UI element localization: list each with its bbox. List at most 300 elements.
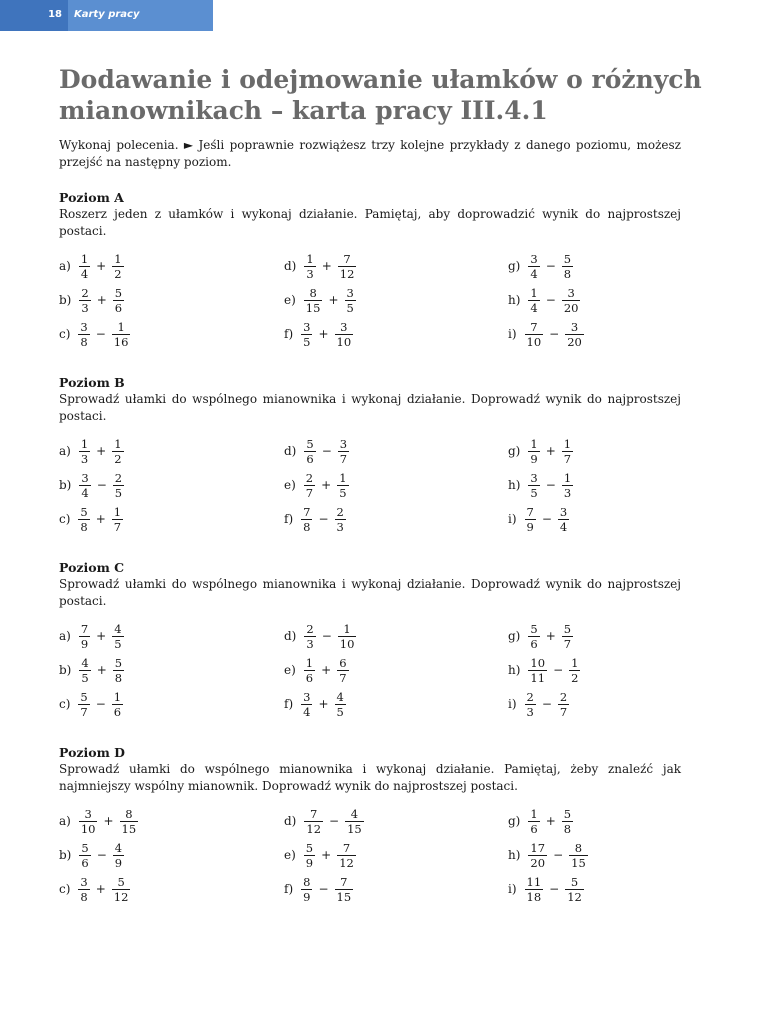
numerator: 1 <box>113 689 122 704</box>
denominator: 5 <box>339 485 347 500</box>
exercise-item <box>508 249 576 283</box>
operator: − <box>553 848 564 862</box>
exercise-grid <box>59 434 681 542</box>
denominator: 4 <box>80 266 89 281</box>
numerator: 4 <box>81 655 89 670</box>
numerator: 3 <box>81 470 89 485</box>
denominator: 10 <box>336 334 352 349</box>
denominator: 5 <box>303 334 311 349</box>
exercise-item <box>508 653 583 687</box>
exercise-grid <box>59 619 681 727</box>
exercise-item <box>284 619 359 653</box>
exercise-item <box>508 804 576 838</box>
exercise-item <box>59 249 127 283</box>
exercise-label: e) <box>284 293 296 307</box>
operator: − <box>549 327 560 341</box>
exercise-item <box>508 317 587 351</box>
numerator: 1 <box>114 436 122 451</box>
exercise-label: g) <box>508 629 521 643</box>
fraction-second <box>338 623 357 650</box>
numerator: 1 <box>563 436 572 451</box>
denominator: 4 <box>559 519 568 534</box>
operator: + <box>96 293 107 307</box>
denominator: 6 <box>114 300 123 315</box>
exercise-label: i) <box>508 512 517 526</box>
exercise-label: h) <box>508 848 521 862</box>
fraction-second <box>558 506 569 533</box>
numerator: 11 <box>526 874 542 889</box>
numerator: 2 <box>305 470 314 485</box>
denominator: 15 <box>347 821 362 836</box>
fraction-second <box>562 472 573 499</box>
fraction-second <box>120 808 139 835</box>
operator: + <box>96 444 107 458</box>
exercise-item <box>59 502 126 536</box>
denominator: 4 <box>530 300 538 315</box>
exercise-label: c) <box>59 512 71 526</box>
denominator: 20 <box>563 300 579 315</box>
fraction-first <box>79 287 90 314</box>
header-bar <box>0 0 213 31</box>
denominator: 5 <box>346 300 354 315</box>
exercise-item <box>508 838 591 872</box>
denominator: 15 <box>571 855 586 870</box>
exercise-label: h) <box>508 663 521 677</box>
exercise-label: d) <box>284 814 297 828</box>
fraction-first <box>528 472 539 499</box>
exercise-item <box>508 687 572 721</box>
exercise-label: b) <box>59 293 72 307</box>
operator: − <box>95 697 106 711</box>
denominator: 4 <box>81 485 89 500</box>
denominator: 6 <box>530 821 538 836</box>
operator: + <box>95 512 106 526</box>
exercise-label: f) <box>284 512 294 526</box>
level-heading: Poziom A <box>59 190 124 205</box>
numerator: 5 <box>563 621 572 636</box>
level-instruction: Sprowadź ułamki do wspólnego mianownika i wykonaj działanie. Doprowadź wynik do najprostszej postaci. <box>59 392 681 423</box>
fraction-second <box>337 842 356 869</box>
operator: + <box>321 478 332 492</box>
exercise-item <box>59 653 127 687</box>
exercise-label: i) <box>508 882 517 896</box>
fraction-second <box>337 472 348 499</box>
denominator: 6 <box>113 704 122 719</box>
numerator: 1 <box>530 436 538 451</box>
numerator: 5 <box>114 655 123 670</box>
exercise-label: b) <box>59 478 72 492</box>
exercise-label: b) <box>59 848 72 862</box>
operator: + <box>321 259 332 273</box>
level-heading: Poziom C <box>59 560 125 575</box>
denominator: 7 <box>559 704 568 719</box>
denominator: 10 <box>339 636 355 651</box>
operator: + <box>96 629 107 643</box>
intro-text: Wykonaj polecenia. ► Jeśli poprawnie rozwiążesz trzy kolejne przykłady z danego poziomu, możesz przejść na następny poziom. <box>59 138 681 169</box>
numerator: 5 <box>563 251 572 266</box>
denominator: 7 <box>563 636 572 651</box>
denominator: 3 <box>563 485 572 500</box>
fraction-second <box>337 657 348 684</box>
operator: − <box>321 629 332 643</box>
denominator: 12 <box>339 266 355 281</box>
numerator: 7 <box>342 840 351 855</box>
denominator: 8 <box>303 519 311 534</box>
denominator: 3 <box>80 451 89 466</box>
denominator: 12 <box>113 889 129 904</box>
numerator: 8 <box>303 874 311 889</box>
fraction-first <box>528 657 547 684</box>
fraction-first <box>525 691 536 718</box>
operator: + <box>321 663 332 677</box>
denominator: 3 <box>306 266 314 281</box>
fraction-second <box>569 842 588 869</box>
fraction-second <box>345 808 364 835</box>
exercise-label: i) <box>508 327 517 341</box>
denominator: 6 <box>305 670 314 685</box>
denominator: 3 <box>81 300 89 315</box>
level-heading: Poziom B <box>59 375 125 390</box>
operator: + <box>318 697 329 711</box>
fraction-first <box>525 876 544 903</box>
exercise-label: g) <box>508 444 521 458</box>
exercise-label: g) <box>508 259 521 273</box>
denominator: 16 <box>113 334 129 349</box>
numerator: 3 <box>80 319 88 334</box>
fraction-second <box>569 657 580 684</box>
numerator: 5 <box>570 874 579 889</box>
fraction-first <box>304 657 315 684</box>
denominator: 5 <box>114 636 122 651</box>
fraction-second <box>338 253 357 280</box>
denominator: 6 <box>81 855 89 870</box>
operator: − <box>545 259 556 273</box>
operator: − <box>96 478 107 492</box>
fraction-second <box>113 657 124 684</box>
denominator: 9 <box>526 519 534 534</box>
operator: + <box>545 814 556 828</box>
numerator: 7 <box>526 504 534 519</box>
operator: − <box>321 444 332 458</box>
denominator: 4 <box>303 704 311 719</box>
operator: + <box>545 444 556 458</box>
numerator: 1 <box>343 621 351 636</box>
exercise-label: f) <box>284 327 294 341</box>
operator: − <box>95 327 106 341</box>
fraction-second <box>112 321 131 348</box>
exercise-item <box>508 619 576 653</box>
numerator: 5 <box>306 436 314 451</box>
exercise-item <box>284 502 349 536</box>
numerator: 3 <box>530 251 538 266</box>
exercise-label: a) <box>59 259 71 273</box>
fraction-first <box>528 842 547 869</box>
fraction-second <box>562 808 573 835</box>
denominator: 10 <box>80 821 96 836</box>
numerator: 10 <box>530 655 546 670</box>
fraction-first <box>528 623 539 650</box>
numerator: 1 <box>305 655 314 670</box>
fraction-second <box>562 287 581 314</box>
fraction-first <box>79 253 90 280</box>
fraction-second <box>335 321 354 348</box>
exercise-label: a) <box>59 629 71 643</box>
denominator: 15 <box>336 889 352 904</box>
fraction-second <box>562 438 573 465</box>
exercise-item <box>59 838 127 872</box>
fraction-first <box>528 287 539 314</box>
fraction-second <box>112 876 131 903</box>
fraction-first <box>528 808 539 835</box>
numerator: 4 <box>114 621 122 636</box>
level-section <box>59 745 681 912</box>
numerator: 5 <box>530 621 538 636</box>
numerator: 3 <box>303 689 311 704</box>
numerator: 3 <box>559 504 568 519</box>
numerator: 5 <box>117 874 125 889</box>
fraction-first <box>304 623 315 650</box>
operator: − <box>329 814 340 828</box>
fraction-first <box>304 808 323 835</box>
fraction-second <box>345 287 356 314</box>
denominator: 6 <box>530 636 538 651</box>
fraction-first <box>79 657 90 684</box>
exercise-label: e) <box>284 478 296 492</box>
fraction-first <box>79 623 90 650</box>
fraction-second <box>565 321 584 348</box>
fraction-first <box>78 321 89 348</box>
fraction-first <box>528 438 539 465</box>
exercise-item <box>59 619 127 653</box>
denominator: 12 <box>339 855 354 870</box>
fraction-second <box>112 691 123 718</box>
numerator: 17 <box>530 840 546 855</box>
operator: − <box>549 882 560 896</box>
exercise-label: h) <box>508 478 521 492</box>
denominator: 4 <box>530 266 538 281</box>
denominator: 10 <box>526 334 542 349</box>
operator: + <box>96 259 107 273</box>
numerator: 2 <box>306 621 314 636</box>
numerator: 3 <box>303 319 311 334</box>
fraction-second <box>338 438 349 465</box>
denominator: 5 <box>530 485 538 500</box>
denominator: 2 <box>114 266 122 281</box>
denominator: 2 <box>114 451 122 466</box>
exercise-item <box>284 249 359 283</box>
denominator: 9 <box>80 636 89 651</box>
fraction-first <box>304 438 315 465</box>
numerator: 5 <box>114 285 123 300</box>
denominator: 3 <box>306 636 314 651</box>
denominator: 5 <box>336 704 344 719</box>
denominator: 15 <box>121 821 137 836</box>
denominator: 15 <box>305 300 321 315</box>
numerator: 8 <box>309 285 317 300</box>
operator: + <box>328 293 339 307</box>
exercise-item <box>508 434 576 468</box>
numerator: 1 <box>80 251 89 266</box>
exercise-item <box>59 872 133 906</box>
fraction-first <box>301 506 312 533</box>
denominator: 8 <box>80 519 88 534</box>
fraction-first <box>304 287 323 314</box>
numerator: 3 <box>84 806 92 821</box>
operator: − <box>96 848 107 862</box>
level-section <box>59 560 681 727</box>
fraction-second <box>113 842 124 869</box>
level-instruction: Sprowadź ułamki do wspólnego mianownika i wykonaj działanie. Pamiętaj, żeby znaleźć jak najmniejszy wspólny mianownik. Doprowadź wynik do najprostszej postaci. <box>59 762 681 793</box>
exercise-item <box>59 468 127 502</box>
fraction-second <box>562 253 573 280</box>
exercise-label: g) <box>508 814 521 828</box>
operator: − <box>541 697 552 711</box>
denominator: 2 <box>571 670 579 685</box>
denominator: 18 <box>526 889 542 904</box>
operator: − <box>545 293 556 307</box>
operator: − <box>553 663 564 677</box>
denominator: 8 <box>80 334 88 349</box>
numerator: 3 <box>567 285 575 300</box>
exercise-item <box>284 317 356 351</box>
numerator: 2 <box>114 470 123 485</box>
operator: − <box>541 512 552 526</box>
numerator: 3 <box>339 436 348 451</box>
exercise-label: d) <box>284 629 297 643</box>
numerator: 5 <box>80 689 88 704</box>
numerator: 2 <box>559 689 568 704</box>
denominator: 5 <box>81 670 89 685</box>
level-heading: Poziom D <box>59 745 126 760</box>
exercise-grid <box>59 249 681 357</box>
operator: + <box>96 663 107 677</box>
exercise-label: i) <box>508 697 517 711</box>
numerator: 4 <box>336 689 344 704</box>
numerator: 5 <box>305 840 314 855</box>
numerator: 8 <box>574 840 583 855</box>
fraction-second <box>112 506 123 533</box>
numerator: 2 <box>336 504 344 519</box>
exercise-label: b) <box>59 663 72 677</box>
numerator: 1 <box>113 504 122 519</box>
numerator: 7 <box>80 621 89 636</box>
exercise-label: c) <box>59 882 71 896</box>
exercise-item <box>284 434 352 468</box>
exercise-item <box>284 804 367 838</box>
numerator: 1 <box>114 251 122 266</box>
level-instruction: Roszerz jeden z ułamków i wykonaj działanie. Pamiętaj, aby doprowadzić wynik do najprostszej postaci. <box>59 207 681 238</box>
denominator: 7 <box>305 485 314 500</box>
fraction-second <box>335 506 346 533</box>
denominator: 7 <box>563 451 572 466</box>
numerator: 2 <box>526 689 534 704</box>
exercise-item <box>59 804 141 838</box>
numerator: 1 <box>571 655 579 670</box>
exercise-label: a) <box>59 814 71 828</box>
exercise-item <box>284 653 352 687</box>
exercise-item <box>284 687 349 721</box>
fraction-second <box>335 876 354 903</box>
fraction-second <box>335 691 346 718</box>
denominator: 9 <box>305 855 314 870</box>
fraction-first <box>79 808 98 835</box>
denominator: 7 <box>339 670 347 685</box>
denominator: 3 <box>336 519 344 534</box>
denominator: 9 <box>114 855 123 870</box>
numerator: 7 <box>343 251 351 266</box>
exercise-label: c) <box>59 697 71 711</box>
exercise-label: c) <box>59 327 71 341</box>
numerator: 3 <box>340 319 348 334</box>
numerator: 5 <box>81 840 89 855</box>
denominator: 20 <box>567 334 582 349</box>
denominator: 12 <box>306 821 322 836</box>
fraction-first <box>301 691 312 718</box>
fraction-second <box>565 876 584 903</box>
exercise-item <box>59 434 127 468</box>
numerator: 3 <box>530 470 538 485</box>
exercise-item <box>59 317 133 351</box>
exercise-item <box>508 872 587 906</box>
denominator: 8 <box>563 266 572 281</box>
exercise-label: f) <box>284 882 294 896</box>
fraction-second <box>113 287 124 314</box>
fraction-first <box>304 842 315 869</box>
fraction-first <box>78 691 89 718</box>
numerator: 1 <box>80 436 89 451</box>
fraction-first <box>304 253 315 280</box>
exercise-label: h) <box>508 293 521 307</box>
page-number-box <box>0 0 68 31</box>
denominator: 12 <box>567 889 582 904</box>
exercise-item <box>59 283 127 317</box>
exercise-item <box>508 468 576 502</box>
numerator: 5 <box>80 504 88 519</box>
denominator: 11 <box>530 670 546 685</box>
denominator: 7 <box>113 519 122 534</box>
fraction-first <box>528 253 539 280</box>
operator: + <box>545 629 556 643</box>
fraction-first <box>79 842 90 869</box>
exercise-label: d) <box>284 259 297 273</box>
denominator: 3 <box>526 704 534 719</box>
exercise-item <box>284 283 359 317</box>
fraction-first <box>79 438 90 465</box>
numerator: 3 <box>570 319 579 334</box>
level-section <box>59 190 681 357</box>
exercise-item <box>284 872 356 906</box>
exercise-item <box>508 283 583 317</box>
fraction-second <box>113 472 124 499</box>
exercise-label: a) <box>59 444 71 458</box>
fraction-first <box>525 321 544 348</box>
denominator: 8 <box>114 670 123 685</box>
exercise-item <box>284 468 352 502</box>
numerator: 1 <box>530 285 538 300</box>
denominator: 9 <box>530 451 538 466</box>
denominator: 8 <box>563 821 572 836</box>
numerator: 7 <box>303 504 311 519</box>
numerator: 7 <box>310 806 318 821</box>
fraction-first <box>301 876 312 903</box>
numerator: 1 <box>117 319 125 334</box>
exercise-item <box>59 687 126 721</box>
operator: + <box>321 848 332 862</box>
denominator: 8 <box>80 889 88 904</box>
fraction-first <box>79 472 90 499</box>
exercise-label: e) <box>284 848 296 862</box>
numerator: 3 <box>346 285 354 300</box>
